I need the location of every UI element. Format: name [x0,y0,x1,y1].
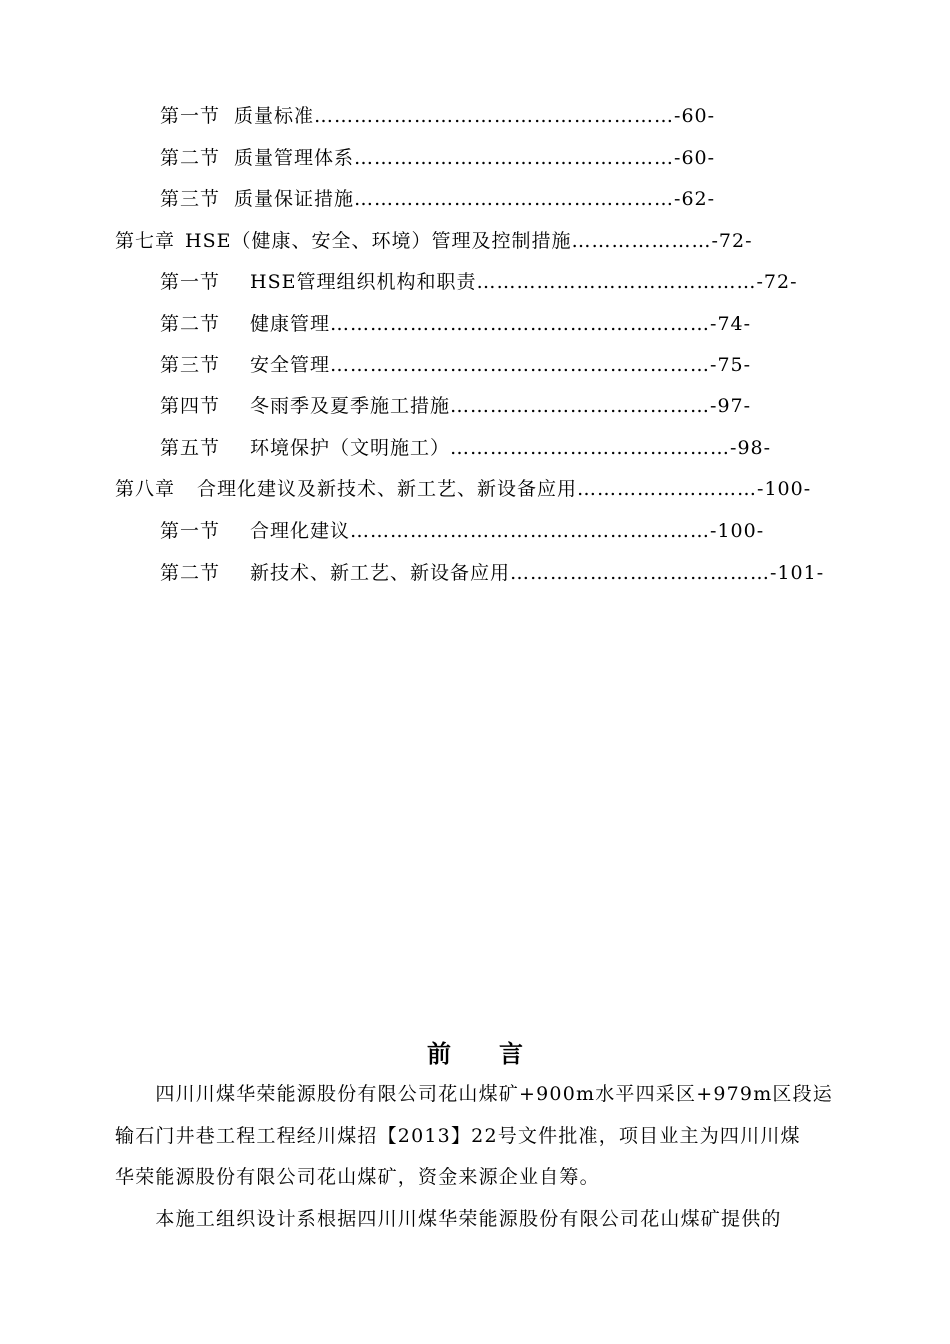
toc-label: 第五节 [160,437,221,459]
toc-label: 第八章 [115,478,176,500]
toc-title: 质量标准 [234,105,315,127]
toc-entry [160,394,751,418]
toc-leader: ……………………… [577,478,758,500]
toc-title: 安全管理 [250,354,331,376]
toc-entry [160,187,715,211]
preface-line: 输石门井巷工程工程经川煤招【2013】22号文件批准，项目业主为四川川煤 [115,1125,801,1147]
preface-line: 华荣能源股份有限公司花山煤矿，资金来源企业自筹。 [115,1166,600,1188]
preface-title: 前言 [427,1040,571,1068]
toc-label: 第一节 [160,105,221,127]
toc-entry [160,561,824,585]
toc-title: 冬雨季及夏季施工措施 [250,395,451,417]
toc-leader: …………………………………… [476,271,757,293]
toc-page: -72- [711,230,753,252]
toc-label: 第七章 [115,230,176,252]
preface-line: 本施工组织设计系根据四川川煤华荣能源股份有限公司花山煤矿提供的 [115,1208,782,1230]
toc-title: 合理化建议及新技术、新工艺、新设备应用 [197,478,578,500]
toc-title: 新技术、新工艺、新设备应用 [250,562,511,584]
toc-title: 质量保证措施 [234,188,355,210]
toc-leader: ………………………………………………… [330,313,711,335]
toc-page: -72- [756,271,798,293]
toc-label: 第三节 [160,188,221,210]
toc-label: 第一节 [160,520,221,542]
toc-page: -100- [710,520,765,542]
toc-page: -60- [674,147,716,169]
toc-label: 第三节 [160,354,221,376]
toc-page: -101- [770,562,825,584]
toc-page: -74- [710,313,752,335]
toc-leader: …………………………………… [450,437,731,459]
toc-entry [160,104,715,128]
toc-page: -62- [674,188,716,210]
toc-leader: ………………………………… [510,562,771,584]
toc-chapter-entry [115,477,811,501]
toc-label: 第二节 [160,562,221,584]
toc-page: -100- [757,478,812,500]
toc-leader: ……………………………………………… [350,520,711,542]
preface-line: 四川川煤华荣能源股份有限公司花山煤矿+900m水平四采区+979m区段运 [115,1083,834,1105]
toc-page: -60- [674,105,716,127]
toc-label: 第四节 [160,395,221,417]
toc-title: 环境保护（文明施工） [250,437,451,459]
toc-leader: ………………………………………………… [330,354,711,376]
toc-entry [160,436,771,460]
toc-entry [160,270,798,294]
toc-leader: ………………… [571,230,712,252]
toc-title: 质量管理体系 [234,147,355,169]
toc-leader: ………………………………………… [354,188,675,210]
toc-label: 第一节 [160,271,221,293]
toc-entry [160,146,715,170]
toc-title: 健康管理 [250,313,331,335]
toc-title: 合理化建议 [250,520,351,542]
toc-leader: ……………………………………………… [314,105,675,127]
toc-leader: ………………………………… [450,395,711,417]
toc-title: HSE管理组织机构和职责 [250,271,477,293]
toc-entry [160,353,751,377]
toc-page: -97- [710,395,752,417]
toc-title: HSE（健康、安全、环境）管理及控制措施 [185,230,572,252]
toc-label: 第二节 [160,313,221,335]
toc-entry [160,519,764,543]
toc-page: -98- [730,437,772,459]
toc-leader: ………………………………………… [354,147,675,169]
toc-entry [160,312,751,336]
toc-chapter-entry [115,229,753,253]
toc-page: -75- [710,354,752,376]
toc-label: 第二节 [160,147,221,169]
